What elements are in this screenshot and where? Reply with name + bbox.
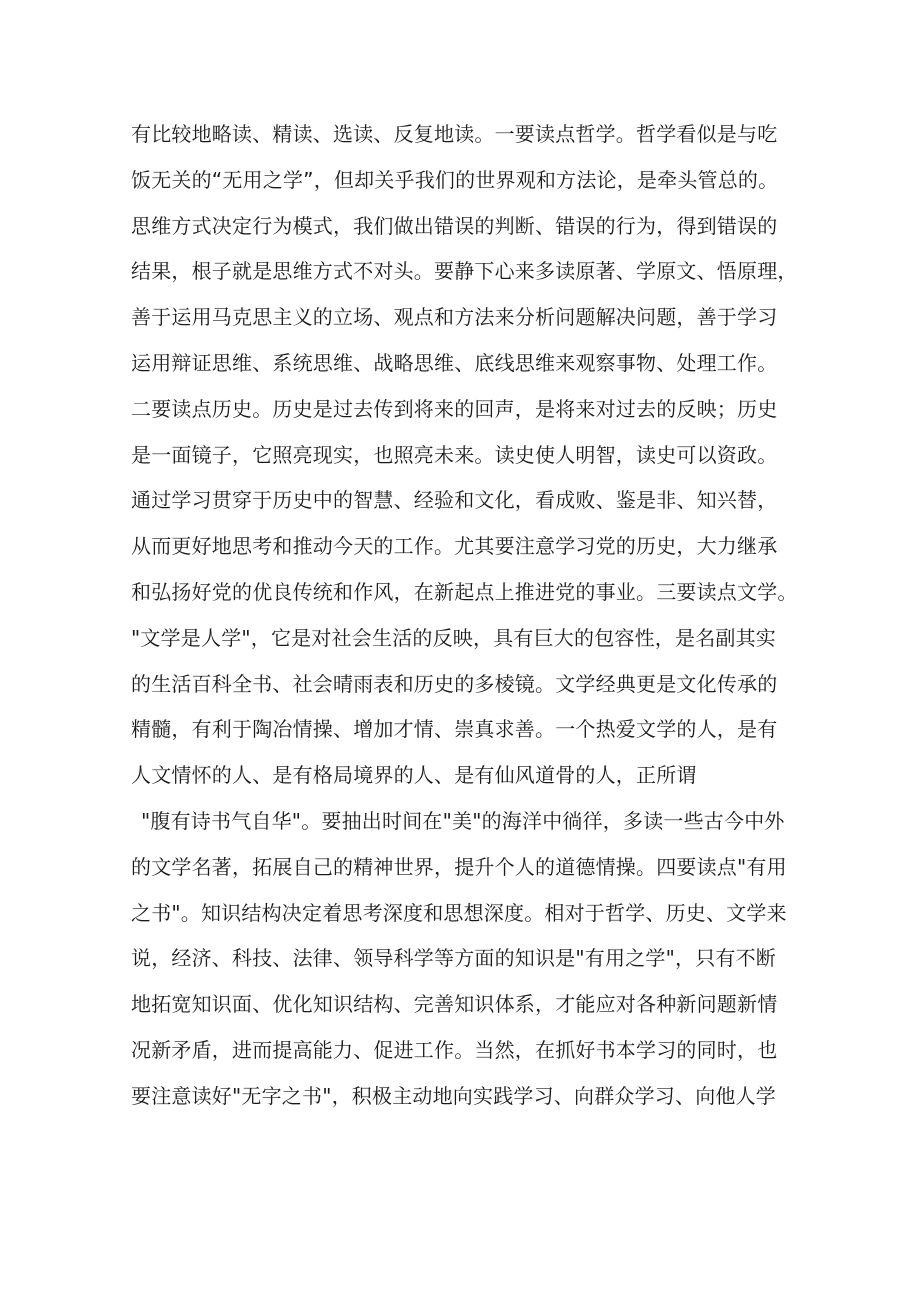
text-line: "腹有诗书气自华"。要抽出时间在"美"的海洋中徜徉，多读一些古今中外 bbox=[141, 808, 785, 833]
text-line: 二要读点历史。历史是过去传到将来的回声，是将来对过去的反映；历史 bbox=[131, 396, 778, 421]
text-line: 是一面镜子，它照亮现实，也照亮未来。读史使人明智，读史可以资政。 bbox=[131, 442, 778, 467]
text-line: 之书"。知识结构决定着思考深度和思想深度。相对于哲学、历史、文学来 bbox=[131, 900, 787, 925]
text-line: 说，经济、科技、法律、领导科学等方面的知识是"有用之学"，只有不断 bbox=[131, 946, 776, 971]
text-line: 运用辩证思维、系统思维、战略思维、底线思维来观察事物、处理工作。 bbox=[131, 350, 778, 375]
text-line: 有比较地略读、精读、选读、反复地读。一要读点哲学。哲学看似是与吃 bbox=[131, 122, 778, 146]
text-line: "文学是人学"，它是对社会生活的反映，具有巨大的包容性，是名副其实 bbox=[131, 625, 776, 650]
text-line: 要注意读好"无字之书"，积极主动地向实践学习、向群众学习、向他人学 bbox=[131, 1083, 776, 1108]
text-line: 结果，根子就是思维方式不对头。要静下心来多读原著、学原文、悟原理， bbox=[131, 259, 798, 284]
text-line: 思维方式决定行为模式，我们做出错误的判断、错误的行为，得到错误的 bbox=[131, 213, 778, 238]
text-line: 从而更好地思考和推动今天的工作。尤其要注意学习党的历史，大力继承 bbox=[131, 534, 778, 559]
text-line: 人文情怀的人、是有格局境界的人、是有仙风道骨的人，正所谓 bbox=[131, 763, 697, 788]
text-line: 况新矛盾，进而提高能力、促进工作。当然，在抓好书本学习的同时，也 bbox=[131, 1037, 778, 1062]
body-text bbox=[131, 112, 811, 1120]
text-line: 的文学名著，拓展自己的精神世界，提升个人的道德情操。四要读点"有用 bbox=[131, 854, 787, 879]
text-line: 地拓宽知识面、优化知识结构、完善知识体系，才能应对各种新问题新情 bbox=[131, 992, 778, 1017]
text-line: 和弘扬好党的优良传统和作风，在新起点上推进党的事业。三要读点文学。 bbox=[131, 579, 798, 604]
text-line: 饭无关的“无用之学”，但却关乎我们的世界观和方法论，是牵头管总的。 bbox=[131, 167, 779, 192]
text-line: 精髓，有利于陶冶情操、增加才情、崇真求善。一个热爱文学的人，是有 bbox=[131, 717, 778, 742]
text-line: 通过学习贯穿于历史中的智慧、经验和文化，看成败、鉴是非、知兴替， bbox=[131, 488, 778, 513]
text-line: 的生活百科全书、社会晴雨表和历史的多棱镜。文学经典更是文化传承的 bbox=[131, 671, 778, 696]
text-line: 善于运用马克思主义的立场、观点和方法来分析问题解决问题，善于学习 bbox=[131, 305, 778, 330]
